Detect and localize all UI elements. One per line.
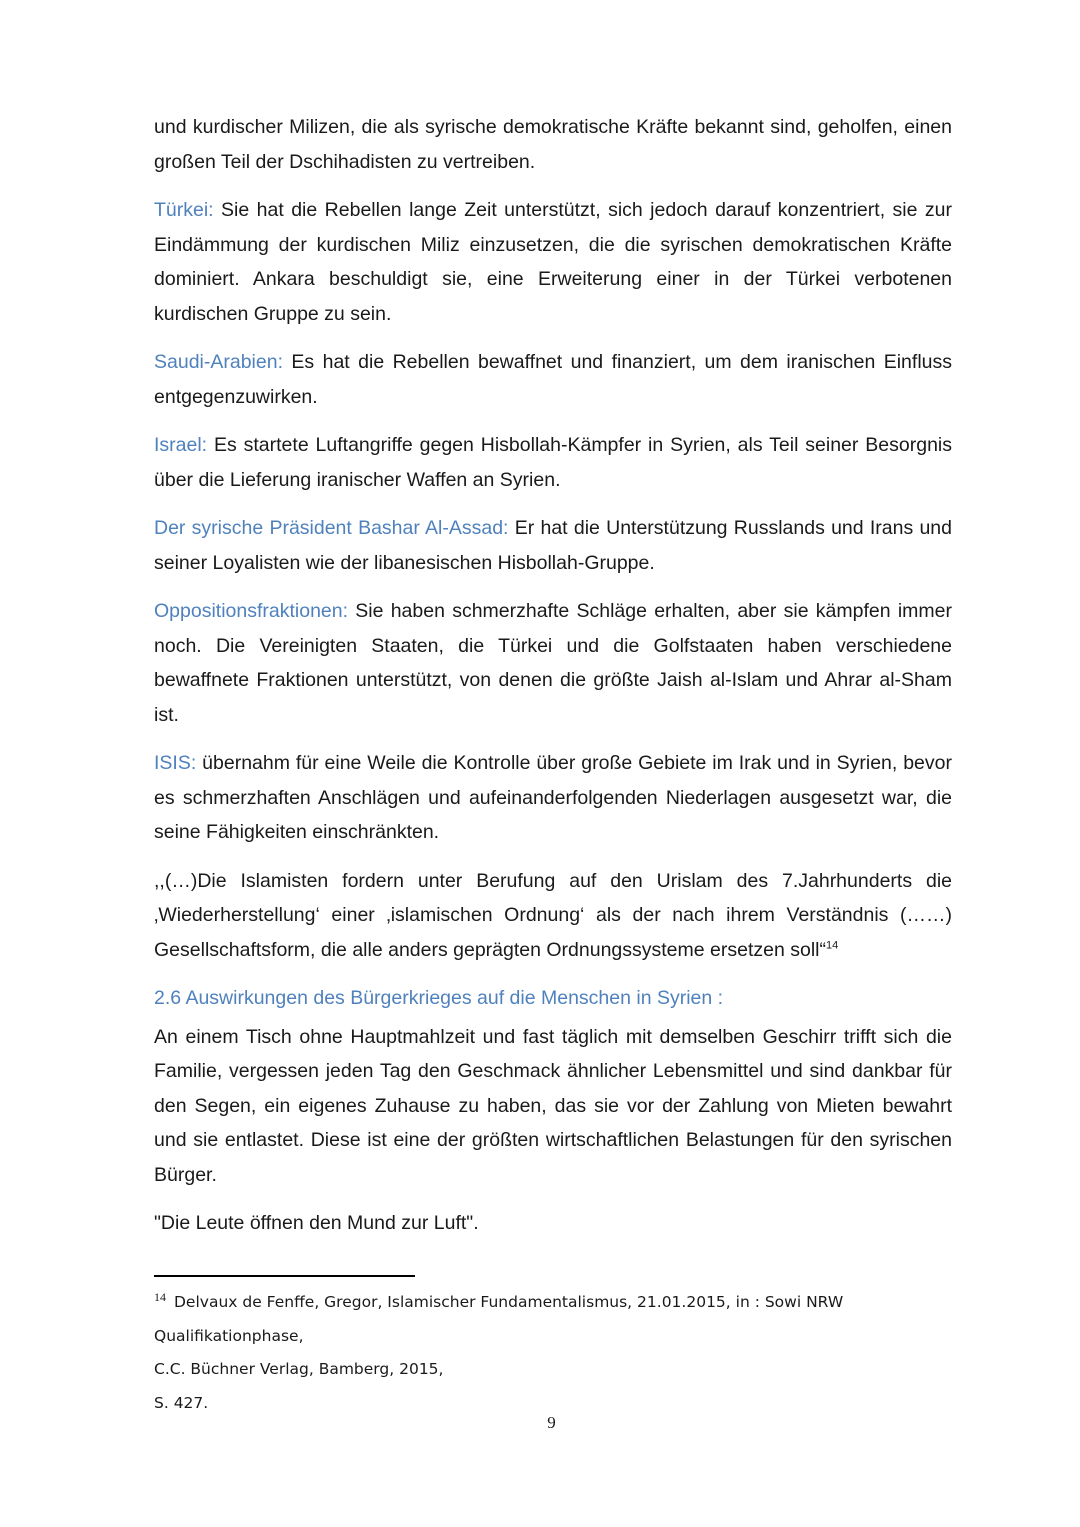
paragraph-text: Er hat die Unterstützung Russlands und Irans und seiner Loyalisten wie der libanesischen Hisbollah-Gruppe. bbox=[154, 517, 952, 574]
paragraph-text: Sie haben schmerzhafte Schläge erhalten, aber sie kämpfen immer noch. Die Vereinigten Staaten, die Türkei und die Golfstaaten haben verschiedene bewaffnete Fraktionen unterstützt, von denen die größte Jaish al-Islam und Ahrar al-Sham ist. bbox=[154, 600, 952, 726]
footnote bbox=[154, 1286, 954, 1420]
paragraph-text: An einem Tisch ohne Hauptmahlzeit und fast täglich mit demselben Geschirr trifft sich die Familie, vergessen jeden Tag den Geschmack ähnlicher Lebensmittel und sind dankbar für den Segen, ein eigenes Zuhause zu haben, das sie vor der Zahlung von Mieten bewahrt und sie entlastet. Diese ist eine der größten wirtschaftlichen Belastungen für den syrischen Bürger. bbox=[154, 1025, 952, 1186]
paragraph-isis bbox=[154, 746, 952, 850]
paragraph-text: übernahm für eine Weile die Kontrolle über große Gebiete im Irak und in Syrien, bevor es schmerzhaften Anschlägen und aufeinanderfolgenden Niederlagen ausgesetzt war, die seine Fähigkeiten einschränkten. bbox=[154, 752, 952, 843]
paragraph-turkey bbox=[154, 193, 952, 331]
paragraph-israel bbox=[154, 428, 952, 497]
paragraph-opposition bbox=[154, 594, 952, 732]
footnote-divider bbox=[154, 1275, 415, 1277]
footnote-line: S. 427. bbox=[154, 1393, 209, 1412]
page-number: 9 bbox=[547, 1413, 556, 1432]
paragraph-intro bbox=[154, 110, 952, 179]
paragraph-saudi-arabia bbox=[154, 345, 952, 414]
footnote-citation: Delvaux de Fenffe, Gregor, Islamischer Fundamentalismus, 21.01.2015, in : Sowi NRW Qualifikationphase, bbox=[154, 1293, 844, 1345]
footnote-reference[interactable]: 14 bbox=[826, 939, 839, 951]
footnote-line: C.C. Büchner Verlag, Bamberg, 2015, bbox=[154, 1360, 444, 1378]
keyword-label: Türkei: bbox=[154, 199, 214, 221]
paragraph-quote bbox=[154, 864, 952, 968]
quote-text: ,,(…)Die Islamisten fordern unter Berufung auf den Urislam des 7.Jahrhunderts die ‚Wiederherstellung‘ einer ‚islamischen Ordnung‘ als der nach ihrem Verständnis (……) Gesellschaftsform, die alle anders geprägten Ordnungssysteme ersetzen soll“ bbox=[154, 869, 952, 961]
keyword-label: Saudi-Arabien: bbox=[154, 351, 283, 373]
keyword-label: Der syrische Präsident Bashar Al-Assad: bbox=[154, 517, 509, 539]
paragraph-text: Es startete Luftangriffe gegen Hisbollah-Kämpfer in Syrien, als Teil seiner Besorgnis über die Lieferung iranischer Waffen an Syrien. bbox=[154, 434, 952, 491]
footnote-number: 14 bbox=[154, 1289, 166, 1304]
keyword-label: ISIS: bbox=[154, 752, 197, 774]
document-body bbox=[154, 110, 952, 1255]
footnote-line bbox=[154, 1286, 954, 1353]
section-heading: 2.6 Auswirkungen des Bürgerkrieges auf die Menschen in Syrien : bbox=[154, 987, 724, 1009]
paragraph-assad bbox=[154, 511, 952, 580]
paragraph-text: Sie hat die Rebellen lange Zeit unterstützt, sich jedoch darauf konzentriert, sie zur Eindämmung der kurdischen Miliz einzusetzen, die die syrischen demokratischen Kräfte dominiert. Ankara beschuldigt sie, eine Erweiterung einer in der Türkei verbotenen kurdischen Gruppe zu sein. bbox=[154, 199, 952, 325]
keyword-label: Oppositionsfraktionen: bbox=[154, 600, 349, 622]
paragraph-closing-quote bbox=[154, 1206, 952, 1241]
paragraph-text: und kurdischer Milizen, die als syrische demokratische Kräfte bekannt sind, geholfen, einen großen Teil der Dschihadisten zu vertreiben. bbox=[154, 116, 952, 173]
closing-quote-text: "Die Leute öffnen den Mund zur Luft". bbox=[154, 1212, 479, 1234]
paragraph-section-body bbox=[154, 1020, 952, 1193]
paragraph-text: Es hat die Rebellen bewaffnet und finanziert, um dem iranischen Einfluss entgegenzuwirken. bbox=[154, 351, 952, 408]
keyword-label: Israel: bbox=[154, 434, 208, 456]
